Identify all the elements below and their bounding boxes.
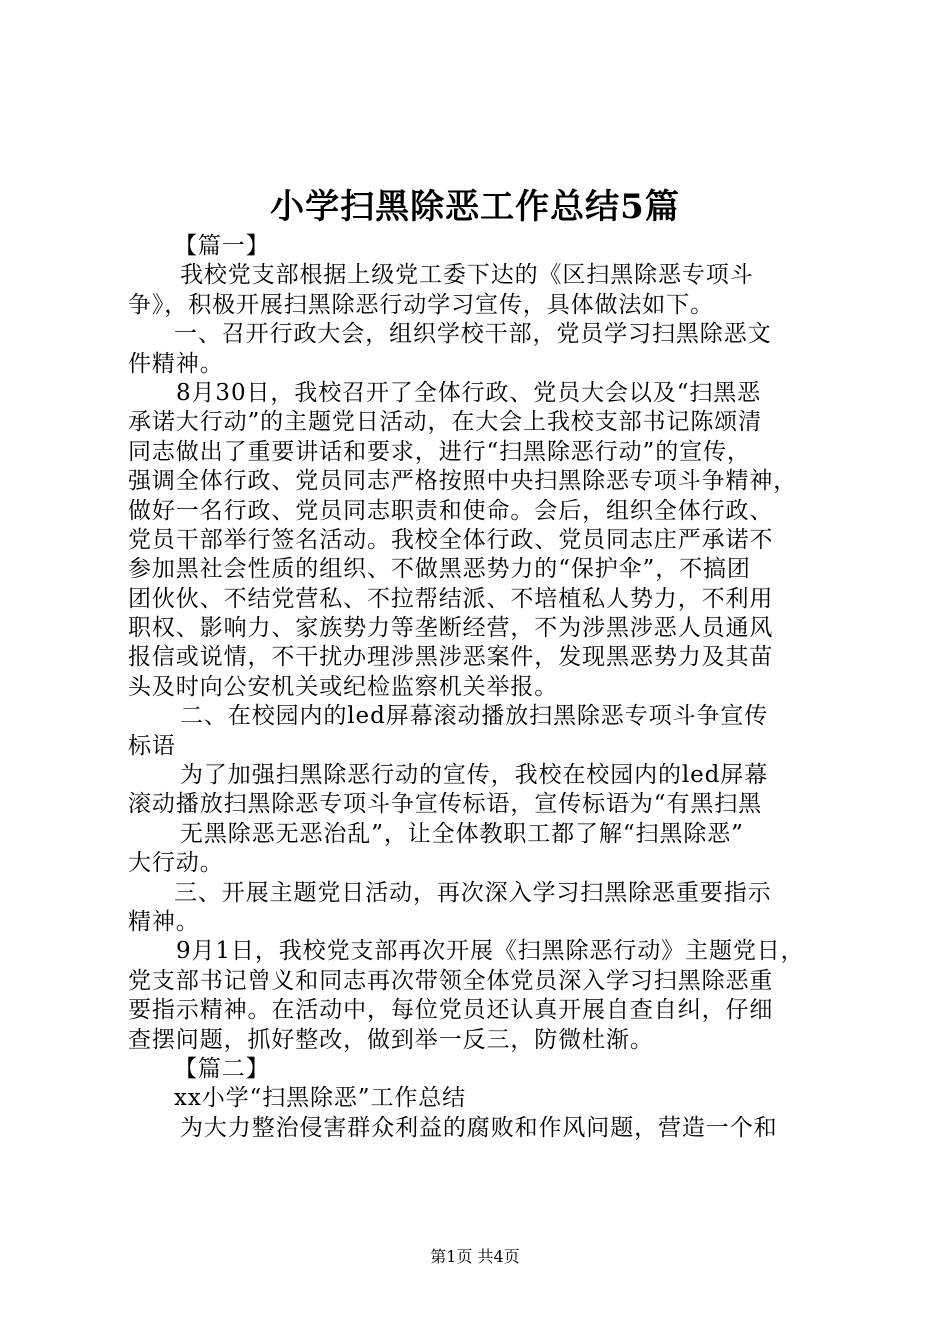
paragraph-line: 要指示精神。在活动中，每位党员还认真开展自查自纠，仔细 (128, 997, 774, 1024)
paragraph-line: 党支部书记曾义和同志再次带领全体党员深入学习扫黑除恶重 (128, 967, 774, 994)
paragraph-line: 承诺大行动”的主题党日活动，在大会上我校支部书记陈颂清 (128, 409, 763, 436)
paragraph-line: 大行动。 (128, 850, 224, 877)
paragraph-line: 争》，积极开展扫黑除恶行动学习宣传，具体做法如下。 (128, 291, 714, 318)
paragraph-line: 参加黑社会性质的组织、不做黑恶势力的“保护伞”，不搞团 (128, 556, 751, 583)
document-body (128, 232, 840, 1143)
paragraph-line: 同志做出了重要讲话和要求，进行“扫黑除恶行动”的宣传， (128, 438, 751, 465)
paragraph-line: 标语 (128, 732, 176, 759)
paragraph-line: 件精神。 (128, 350, 224, 377)
paragraph-line: 8月30日，我校召开了全体行政、党员大会以及“扫黑恶 (176, 379, 762, 406)
section-heading: 【篇二】 (174, 1055, 270, 1082)
paragraph-line: 查摆问题，抓好整改，做到举一反三，防微杜渐。 (128, 1026, 654, 1053)
page-number: 第1页 共4页 (430, 1247, 520, 1266)
paragraph-line: 我校党支部根据上级党工委下达的《区扫黑除恶专项斗 (180, 262, 754, 289)
paragraph-line: 滚动播放扫黑除恶专项斗争宣传标语，宣传标语为“有黑扫黑 (128, 791, 763, 818)
paragraph-line: 职权、影响力、家族势力等垄断经营，不为涉黑涉恶人员通风 (128, 615, 774, 642)
paragraph-line: 9月1日，我校党支部再次开展《扫黑除恶行动》主题党日， (176, 938, 805, 965)
paragraph-line: 为大力整治侵害群众利益的腐败和作风问题，营造一个和 (180, 1114, 778, 1141)
paragraph-line: 报信或说情，不干扰办理涉黑涉恶案件，发现黑恶势力及其苗 (128, 644, 774, 671)
section-heading: 【篇一】 (174, 233, 270, 259)
paragraph-line: 党员干部举行签名活动。我校全体行政、党员同志庄严承诺不 (128, 526, 774, 553)
paragraph-line: 无黑除恶无恶治乱”，让全体教职工都了解“扫黑除恶” (180, 820, 744, 847)
paragraph-line: 二、在校园内的led屏幕滚动播放扫黑除恶专项斗争宣传 (180, 703, 769, 730)
paragraph-line: xx小学“扫黑除恶”工作总结 (174, 1085, 467, 1112)
paragraph-line: 精神。 (128, 908, 200, 935)
document-title: 小学扫黑除恶工作总结5篇 (270, 187, 680, 227)
paragraph-line: 三、开展主题党日活动，再次深入学习扫黑除恶重要指示 (174, 879, 772, 906)
paragraph-line: 头及时向公安机关或纪检监察机关举报。 (128, 673, 559, 700)
paragraph-line: 强调全体行政、党员同志严格按照中央扫黑除恶专项斗争精神， (128, 468, 798, 495)
paragraph-line: 团伙伙、不结党营私、不拉帮结派、不培植私人势力，不利用 (128, 585, 774, 612)
paragraph-line: 为了加强扫黑除恶行动的宣传，我校在校园内的led屏幕 (180, 762, 769, 789)
paragraph-line: 一、召开行政大会，组织学校干部，党员学习扫黑除恶文 (174, 321, 772, 348)
paragraph-line: 做好一名行政、党员同志职责和使命。会后，组织全体行政、 (128, 497, 774, 524)
